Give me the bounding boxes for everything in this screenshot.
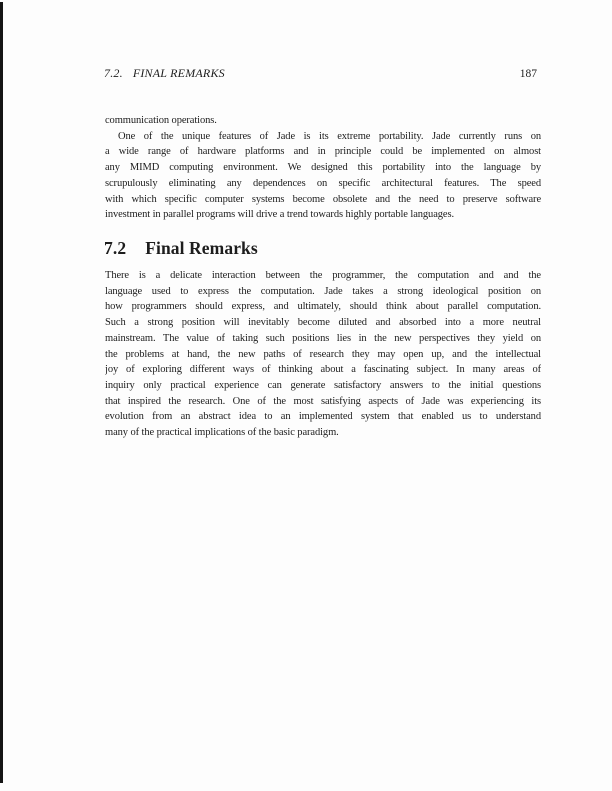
paragraph-line: with which specific computer systems become obsolete and the need to preserve software [105,193,541,205]
paragraph-line: the problems at hand, the new paths of research they may open up, and the intellectual [105,348,541,360]
paragraph-line: inquiry only practical experience can generate satisfactory answers to the initial questions [105,379,541,391]
running-header-title: FINAL REMARKS [132,66,225,80]
scan-edge-artifact [0,2,3,783]
paragraph-line: language used to express the computation. Jade takes a strong ideological position on [105,285,541,297]
paragraph-line: how programmers should express, and ultimately, should think about parallel computation. [105,301,541,313]
paragraph-line: many of the practical implications of the basic paradigm. [105,427,339,439]
running-header-left [104,66,225,80]
paragraph-line: evolution from an abstract idea to an implemented system that enabled us to understand [105,411,541,423]
running-header-section-number: 7.2. [104,66,123,80]
paragraph-line: any MIMD computing environment. We designed this portability into the language by [105,162,541,174]
section-heading-number: 7.2 [104,238,127,258]
paragraph-line: joy of exploring different ways of thinking about a fascinating subject. In many areas of [105,364,541,376]
paragraph-line: scrupulously eliminating any dependences on specific architectural features. The speed [105,177,541,189]
paragraph-line: Such a strong position will inevitably become diluted and absorbed into a more neutral [105,317,541,329]
paragraph-continued [105,113,541,223]
paragraph-final-remarks [105,268,541,441]
running-header [104,66,537,81]
paragraph-line: mainstream. The value of taking such positions lies in the new perspectives they yield on [105,332,541,344]
paragraph-line: One of the unique features of Jade is its extreme portability. Jade currently runs on [118,130,541,142]
paragraph-line: communication operations. [105,115,217,126]
paragraph-line: There is a delicate interaction between the programmer, the computation and and the [105,270,541,281]
paragraph-line: a wide range of hardware platforms and in principle could be implemented on almost [105,146,541,158]
section-heading-title: Final Remarks [145,238,258,258]
paragraph-line: investment in parallel programs will drive a trend towards highly portable languages. [105,209,454,221]
page-number: 187 [519,68,537,80]
section-heading [104,240,258,257]
paragraph-line: that inspired the research. One of the most satisfying aspects of Jade was experiencing its [105,395,541,407]
